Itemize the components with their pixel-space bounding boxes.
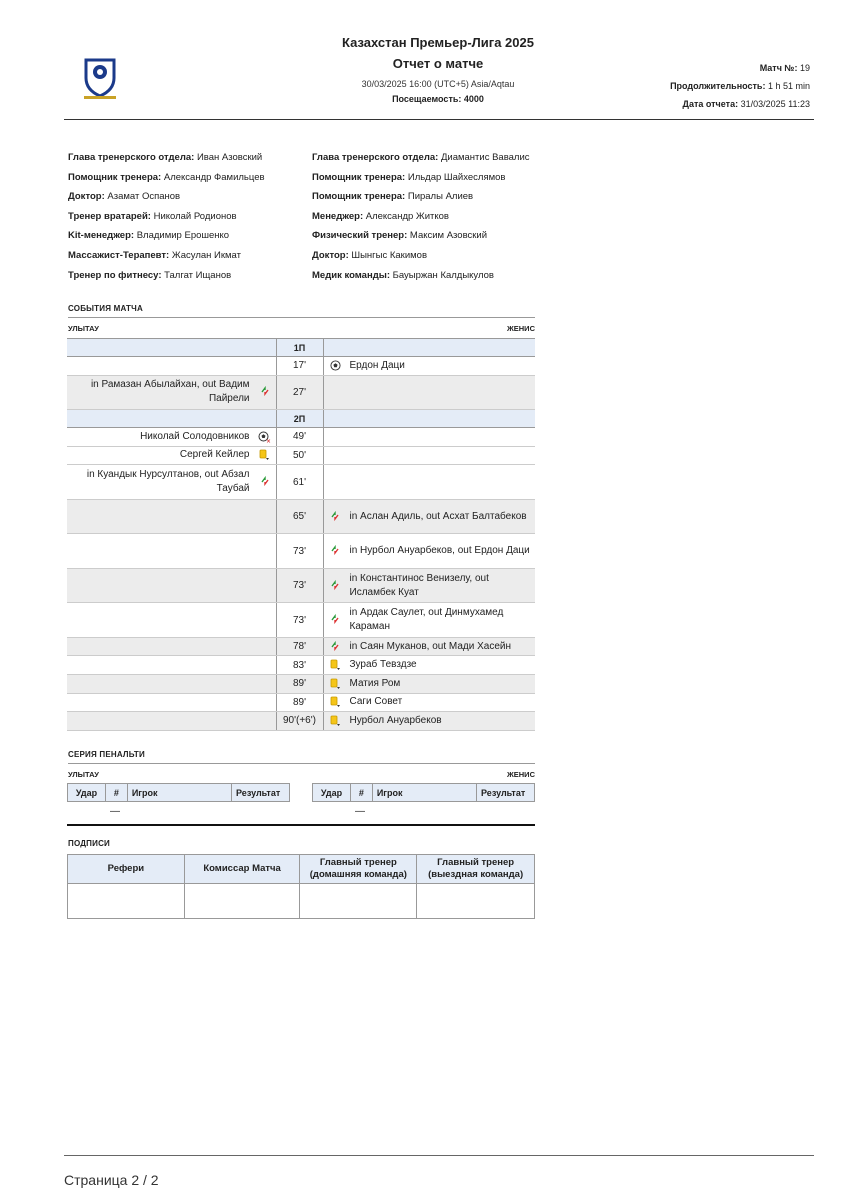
signatures-row — [68, 884, 535, 919]
staff-row — [312, 172, 530, 192]
away-event-text: Нурбол Ануарбеков — [349, 714, 442, 726]
away-event-cell — [323, 637, 535, 656]
staff-row — [68, 270, 265, 290]
report-header — [64, 30, 814, 120]
col-player: Игрок — [127, 784, 231, 802]
away-event-text: in Нурбол Ануарбеков, out Ердон Даци — [349, 545, 530, 557]
report-date-value: 31/03/2025 11:23 — [740, 99, 810, 109]
event-minute: 49' — [276, 428, 323, 447]
away-event-cell — [323, 603, 535, 638]
staff-role: Глава тренерского отдела: — [68, 152, 195, 163]
away-event-cell — [323, 446, 535, 465]
staff-role: Доктор: — [68, 191, 105, 203]
away-event-cell — [323, 568, 535, 603]
event-minute: 90'(+6') — [276, 712, 323, 731]
match-number — [670, 62, 810, 74]
away-event-text: in Ардак Саулет, out Динмухамед Караман — [349, 607, 504, 633]
staff-row — [68, 250, 265, 270]
yellow-card-icon — [330, 678, 342, 690]
signatures-table — [67, 854, 535, 919]
event-row — [67, 428, 535, 447]
divider — [68, 317, 535, 318]
event-row — [67, 499, 535, 534]
away-team-name: ЖЕНИС — [506, 324, 535, 333]
home-penalties-empty: — — [110, 806, 120, 817]
away-team-name: ЖЕНИС — [506, 770, 535, 779]
home-event-cell — [67, 357, 276, 376]
period-label: 2П — [276, 410, 323, 428]
staff-row — [312, 230, 530, 250]
home-coach-column: Главный тренер (домашняя команда) — [300, 855, 417, 884]
away-event-cell — [323, 499, 535, 534]
yellow-card-icon — [258, 449, 270, 461]
substitution-icon — [258, 476, 270, 488]
col-result: Результат — [232, 784, 290, 802]
event-minute: 73' — [276, 568, 323, 603]
away-event-text: Матия Ром — [349, 677, 401, 689]
staff-row — [312, 191, 530, 211]
signatures-section-label: ПОДПИСИ — [68, 839, 110, 848]
report-date-label: Дата отчета: — [682, 99, 739, 109]
home-event-cell — [67, 656, 276, 675]
substitution-icon — [330, 580, 342, 592]
own-goal-icon — [258, 431, 270, 443]
signatures-header-row — [68, 855, 535, 884]
staff-name: Николай Родионов — [153, 210, 237, 222]
home-event-cell — [67, 375, 276, 410]
away-penalties-table — [312, 783, 535, 802]
goal-icon — [330, 360, 342, 372]
staff-role: Kit-менеджер: — [68, 230, 135, 242]
duration-value: 1 h 51 min — [767, 81, 810, 91]
staff-role: Медик команды: — [312, 269, 390, 281]
staff-row — [68, 172, 265, 192]
away-event-text: Саги Совет — [349, 696, 403, 708]
home-event-text: Николай Солодовников — [140, 430, 250, 442]
attendance — [304, 93, 572, 105]
staff-row — [312, 211, 530, 231]
substitution-icon — [330, 641, 342, 653]
staff-role: Менеджер: — [312, 210, 364, 222]
home-penalties-table — [67, 783, 290, 802]
referee-column: Рефери — [68, 855, 185, 884]
period-label: 1П — [276, 339, 323, 357]
commissioner-column: Комиссар Матча — [184, 855, 300, 884]
home-event-cell — [67, 499, 276, 534]
period-away-cell — [323, 410, 535, 428]
home-event-cell — [67, 637, 276, 656]
events-team-row — [68, 324, 535, 333]
substitution-icon — [330, 545, 342, 557]
league-logo — [80, 56, 120, 100]
away-staff — [312, 152, 530, 289]
staff-row — [68, 230, 265, 250]
event-row — [67, 568, 535, 603]
event-row — [67, 656, 535, 675]
away-event-cell — [323, 357, 535, 376]
event-row — [67, 357, 535, 376]
home-event-text: Сергей Кейлер — [179, 449, 250, 461]
match-datetime: 30/03/2025 16:00 (UTC+5) Asia/Aqtau — [361, 79, 515, 89]
period-home-cell — [67, 339, 276, 357]
away-penalties-empty: — — [355, 806, 365, 817]
yellow-card-icon — [330, 696, 342, 708]
event-row — [67, 693, 535, 712]
home-event-cell — [67, 428, 276, 447]
event-minute: 27' — [276, 375, 323, 410]
staff-role: Физический тренер: — [312, 230, 408, 242]
home-event-cell — [67, 693, 276, 712]
period-header-1 — [67, 339, 535, 357]
home-event-cell — [67, 568, 276, 603]
yellow-card-icon — [330, 715, 342, 727]
event-minute: 89' — [276, 693, 323, 712]
staff-role: Доктор: — [312, 249, 349, 261]
header-center — [304, 34, 572, 105]
report-date — [670, 98, 810, 110]
match-number-value: 19 — [799, 63, 810, 73]
away-event-cell — [323, 534, 535, 569]
col-player: Игрок — [372, 784, 476, 802]
report-subtitle: Отчет о матче — [392, 56, 484, 71]
staff-name: Максим Азовский — [409, 230, 488, 242]
home-coach-signature — [300, 884, 417, 919]
period-header-2 — [67, 410, 535, 428]
staff-name: Александр Фамильцев — [163, 171, 265, 183]
away-event-cell — [323, 712, 535, 731]
event-minute: 83' — [276, 656, 323, 675]
penalties-section-label: СЕРИЯ ПЕНАЛЬТИ — [68, 750, 145, 759]
staff-name: Александр Житков — [365, 210, 449, 222]
staff-role: Тренер по фитнесу: — [68, 269, 162, 281]
attendance-label: Посещаемость: — [392, 94, 462, 104]
divider — [68, 763, 535, 764]
event-minute: 50' — [276, 446, 323, 465]
event-row — [67, 446, 535, 465]
staff-role: Помощник тренера: — [312, 191, 406, 203]
away-event-cell — [323, 375, 535, 410]
home-event-cell — [67, 603, 276, 638]
duration-label: Продолжительность: — [670, 81, 766, 91]
staff-name: Ильдар Шайхеслямов — [407, 171, 506, 183]
staff-role: Массажист-Терапевт: — [68, 249, 170, 261]
event-minute: 73' — [276, 603, 323, 638]
staff-name: Жасулан Икмат — [171, 249, 241, 261]
event-row — [67, 603, 535, 638]
staff-name: Владимир Ерошенко — [136, 230, 230, 242]
yellow-card-icon — [330, 659, 342, 671]
event-minute: 73' — [276, 534, 323, 569]
home-event-cell — [67, 465, 276, 500]
away-event-text: in Саян Муканов, out Мади Хасейн — [349, 640, 512, 652]
away-coach-column: Главный тренер (выездная команда) — [417, 855, 535, 884]
staff-row — [68, 191, 265, 211]
home-event-text: in Куандык Нурсултанов, out Абзал Таубай — [86, 469, 250, 495]
event-minute: 78' — [276, 637, 323, 656]
page-number: Страница 2 / 2 — [64, 1172, 159, 1188]
attendance-value: 4000 — [463, 94, 484, 104]
svg-text:×: × — [265, 437, 271, 445]
penalties-team-row — [68, 770, 535, 779]
home-event-cell — [67, 534, 276, 569]
staff-name: Бауыржан Калдыкулов — [392, 269, 494, 281]
col-result: Результат — [477, 784, 535, 802]
event-minute: 89' — [276, 674, 323, 693]
away-event-text: in Аслан Адиль, out Асхат Балтабеков — [349, 510, 527, 522]
home-team-name: УЛЫТАУ — [68, 324, 99, 333]
away-event-text: in Константинос Венизелу, out Исламбек Куат — [349, 572, 489, 598]
substitution-icon — [330, 511, 342, 523]
away-event-cell — [323, 428, 535, 447]
substitution-icon — [258, 386, 270, 398]
staff-name: Диамантис Вавалис — [440, 152, 530, 163]
staff-role: Помощник тренера: — [68, 171, 162, 183]
home-event-text: in Рамазан Абылайхан, out Вадим Пайрели — [90, 379, 250, 405]
section-divider — [67, 824, 535, 826]
events-body — [67, 339, 535, 731]
away-event-text: Зураб Тевздзе — [349, 659, 417, 671]
header-right — [670, 62, 810, 116]
commissioner-signature — [184, 884, 300, 919]
penalties-header-row — [68, 784, 290, 802]
home-team-name: УЛЫТАУ — [68, 770, 99, 779]
away-event-cell — [323, 656, 535, 675]
staff-name: Азамат Оспанов — [107, 191, 181, 203]
home-event-cell — [67, 674, 276, 693]
staff-name: Пиралы Алиев — [407, 191, 474, 203]
event-row — [67, 375, 535, 410]
staff-role: Тренер вратарей: — [68, 210, 151, 222]
match-events-table — [67, 338, 535, 731]
home-event-cell — [67, 712, 276, 731]
staff-name: Шынгыс Какимов — [351, 249, 427, 261]
staff-row — [68, 152, 265, 172]
staff-name: Талгат Ищанов — [164, 269, 232, 281]
away-event-cell — [323, 674, 535, 693]
event-minute: 17' — [276, 357, 323, 376]
staff-row — [312, 152, 530, 172]
staff-role: Помощник тренера: — [312, 171, 406, 183]
away-event-text: Ердон Даци — [349, 359, 405, 371]
footer-divider — [64, 1155, 814, 1156]
period-home-cell — [67, 410, 276, 428]
event-minute: 65' — [276, 499, 323, 534]
event-row — [67, 637, 535, 656]
penalties-header-row — [313, 784, 535, 802]
home-event-cell — [67, 446, 276, 465]
event-row — [67, 465, 535, 500]
col-number: # — [105, 784, 127, 802]
events-section-label: СОБЫТИЯ МАТЧА — [68, 304, 143, 313]
away-event-cell — [323, 465, 535, 500]
match-duration — [670, 80, 810, 92]
staff-row — [312, 250, 530, 270]
event-minute: 61' — [276, 465, 323, 500]
event-row — [67, 674, 535, 693]
event-row — [67, 712, 535, 731]
substitution-icon — [330, 614, 342, 626]
staff-row — [312, 270, 530, 290]
referee-signature — [68, 884, 185, 919]
col-kick: Удар — [313, 784, 351, 802]
away-event-cell — [323, 693, 535, 712]
staff-name: Иван Азовский — [196, 152, 263, 163]
home-staff — [68, 152, 265, 289]
period-away-cell — [323, 339, 535, 357]
league-title: Казахстан Премьер-Лига 2025 — [342, 35, 534, 50]
away-coach-signature — [417, 884, 535, 919]
col-number: # — [350, 784, 372, 802]
staff-role: Глава тренерского отдела: — [312, 152, 439, 163]
staff-row — [68, 211, 265, 231]
col-kick: Удар — [68, 784, 106, 802]
event-row — [67, 534, 535, 569]
match-number-label: Матч №: — [759, 63, 798, 73]
